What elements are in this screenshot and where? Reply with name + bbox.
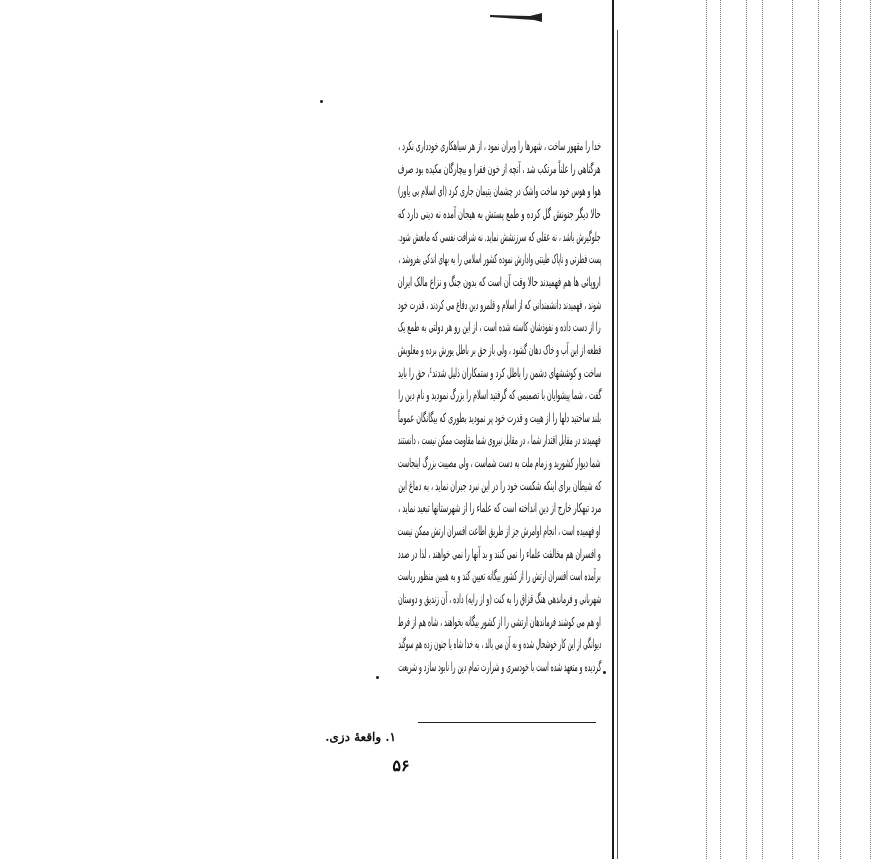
text-line: هوا و هوس خود ساخت واشک در چشمان یتیمان جاری کرد (ای اسلام بی یاور) [398,183,601,199]
text-line: او هم می کوشند فرماندهان ارتشی را از کشور بیگانه بخواهند ، شاه هم از فرط [398,613,601,629]
text-line: را از دست داده و نفوذشان کاسته شده است ، از این رو هر دولتی به طمع یک [398,319,601,335]
footnote: ١. واقعهٔ دزی. [325,730,396,744]
page-number: ۵۶ [392,756,410,775]
text-line: و افسران هم مخالفت علماء را نمی کنند و بد آنها را نمی خواهند ، لذا در صدد [397,545,601,561]
text-line: خدا را مقهور ساخت ، شهرها را ویران نمود ، از هر سیاهکاری خودداری نکرد ، [398,138,601,153]
footnote-rule [418,722,596,723]
text-line: هرگناهی را علناً مرتکب شد ، آنچه از خون فقرا و بیچارگان مکیده بود صرف [398,160,601,176]
text-line: گفت ، شما پیشوایان با تصمیمی که گرفتید اسلام را بزرگ نمودید و نام دین را [397,387,601,403]
text-line: فهمیدند در مقابل اقتدار شما ، در مقابل نیروی شما مقاومت ممکن نیست ، دانستند [398,432,601,448]
text-line: حالا دیگر جنونش گل کرده و طمع پستش به هیجان آمده نه دینی دارد که [398,205,601,221]
text-line: گردیده و متعهد شده است با خودسری و شرارت تمام دین را نابود سازد و شریعت [397,658,601,674]
text-line: جلوگیرش باشد ، نه عقلی که سرزنشش نماید. نه شرافت نفسی که مانعش شود. [398,228,601,244]
text-line: برآمده است افسران ارتش را از کشور بیگانه تعیین کند و به همین منظور ریاست [398,568,601,584]
text-line: شهربانی و فرماندهی هنگ قزاق را به کنت (و از رایه) داده ، آن زندیق و دوستان [397,591,601,606]
text-line: مرد تبهکار خارج از دین انداخته است که علماء را از شهرستانها تبعید نماید ، [397,500,601,516]
text-line: او فهمیده است ، انجام اوامرش جز از طریق اطاعت افسران ارتش ممکن نیست [398,523,601,538]
text-line: که شیطان برای اینکه شکست خود را در این نبرد جبران نماید ، به دماغ این [397,477,601,493]
text-line: ساخت و کوششهای دشمن را باطل کرد و ستمکاران ذلیل شدند¹، حق را باید [397,364,601,380]
text-line: شما دیوار کشورید و زمام ملت به دست شماست ، ولی مصیبت بزرگ اینجاست [398,455,601,471]
text-line: شوند ، فهمیدند دانشمندانی که از اسلام و قلمرو دین دفاع می کردند ، قدرت خود [397,296,601,312]
text-line: پست فطرتی و ناپاک طینتی وادارش نموده کشور اسلامی را به بهای اندکی بفروشد ، [398,251,601,267]
text-line: اروپائی ها هم فهمیدند حالا وقت آن است که بدون جنگ و نزاع مالک ایران [397,273,601,289]
text-line: دیوانگی از این کار خوشحال شده و به آن می بالد ، به خدا شاه یا جنون زده هم سوگند [397,636,601,652]
text-line: بلند ساختید دلها را از هیبت و قدرت خود پر نمودید بطوری که بیگانگان عموماً [397,409,601,425]
text-line: قطعه از این آب و خاک دهان گشود ، ولی باز حق بر باطل یورش برده و مغلوبش [397,341,601,357]
